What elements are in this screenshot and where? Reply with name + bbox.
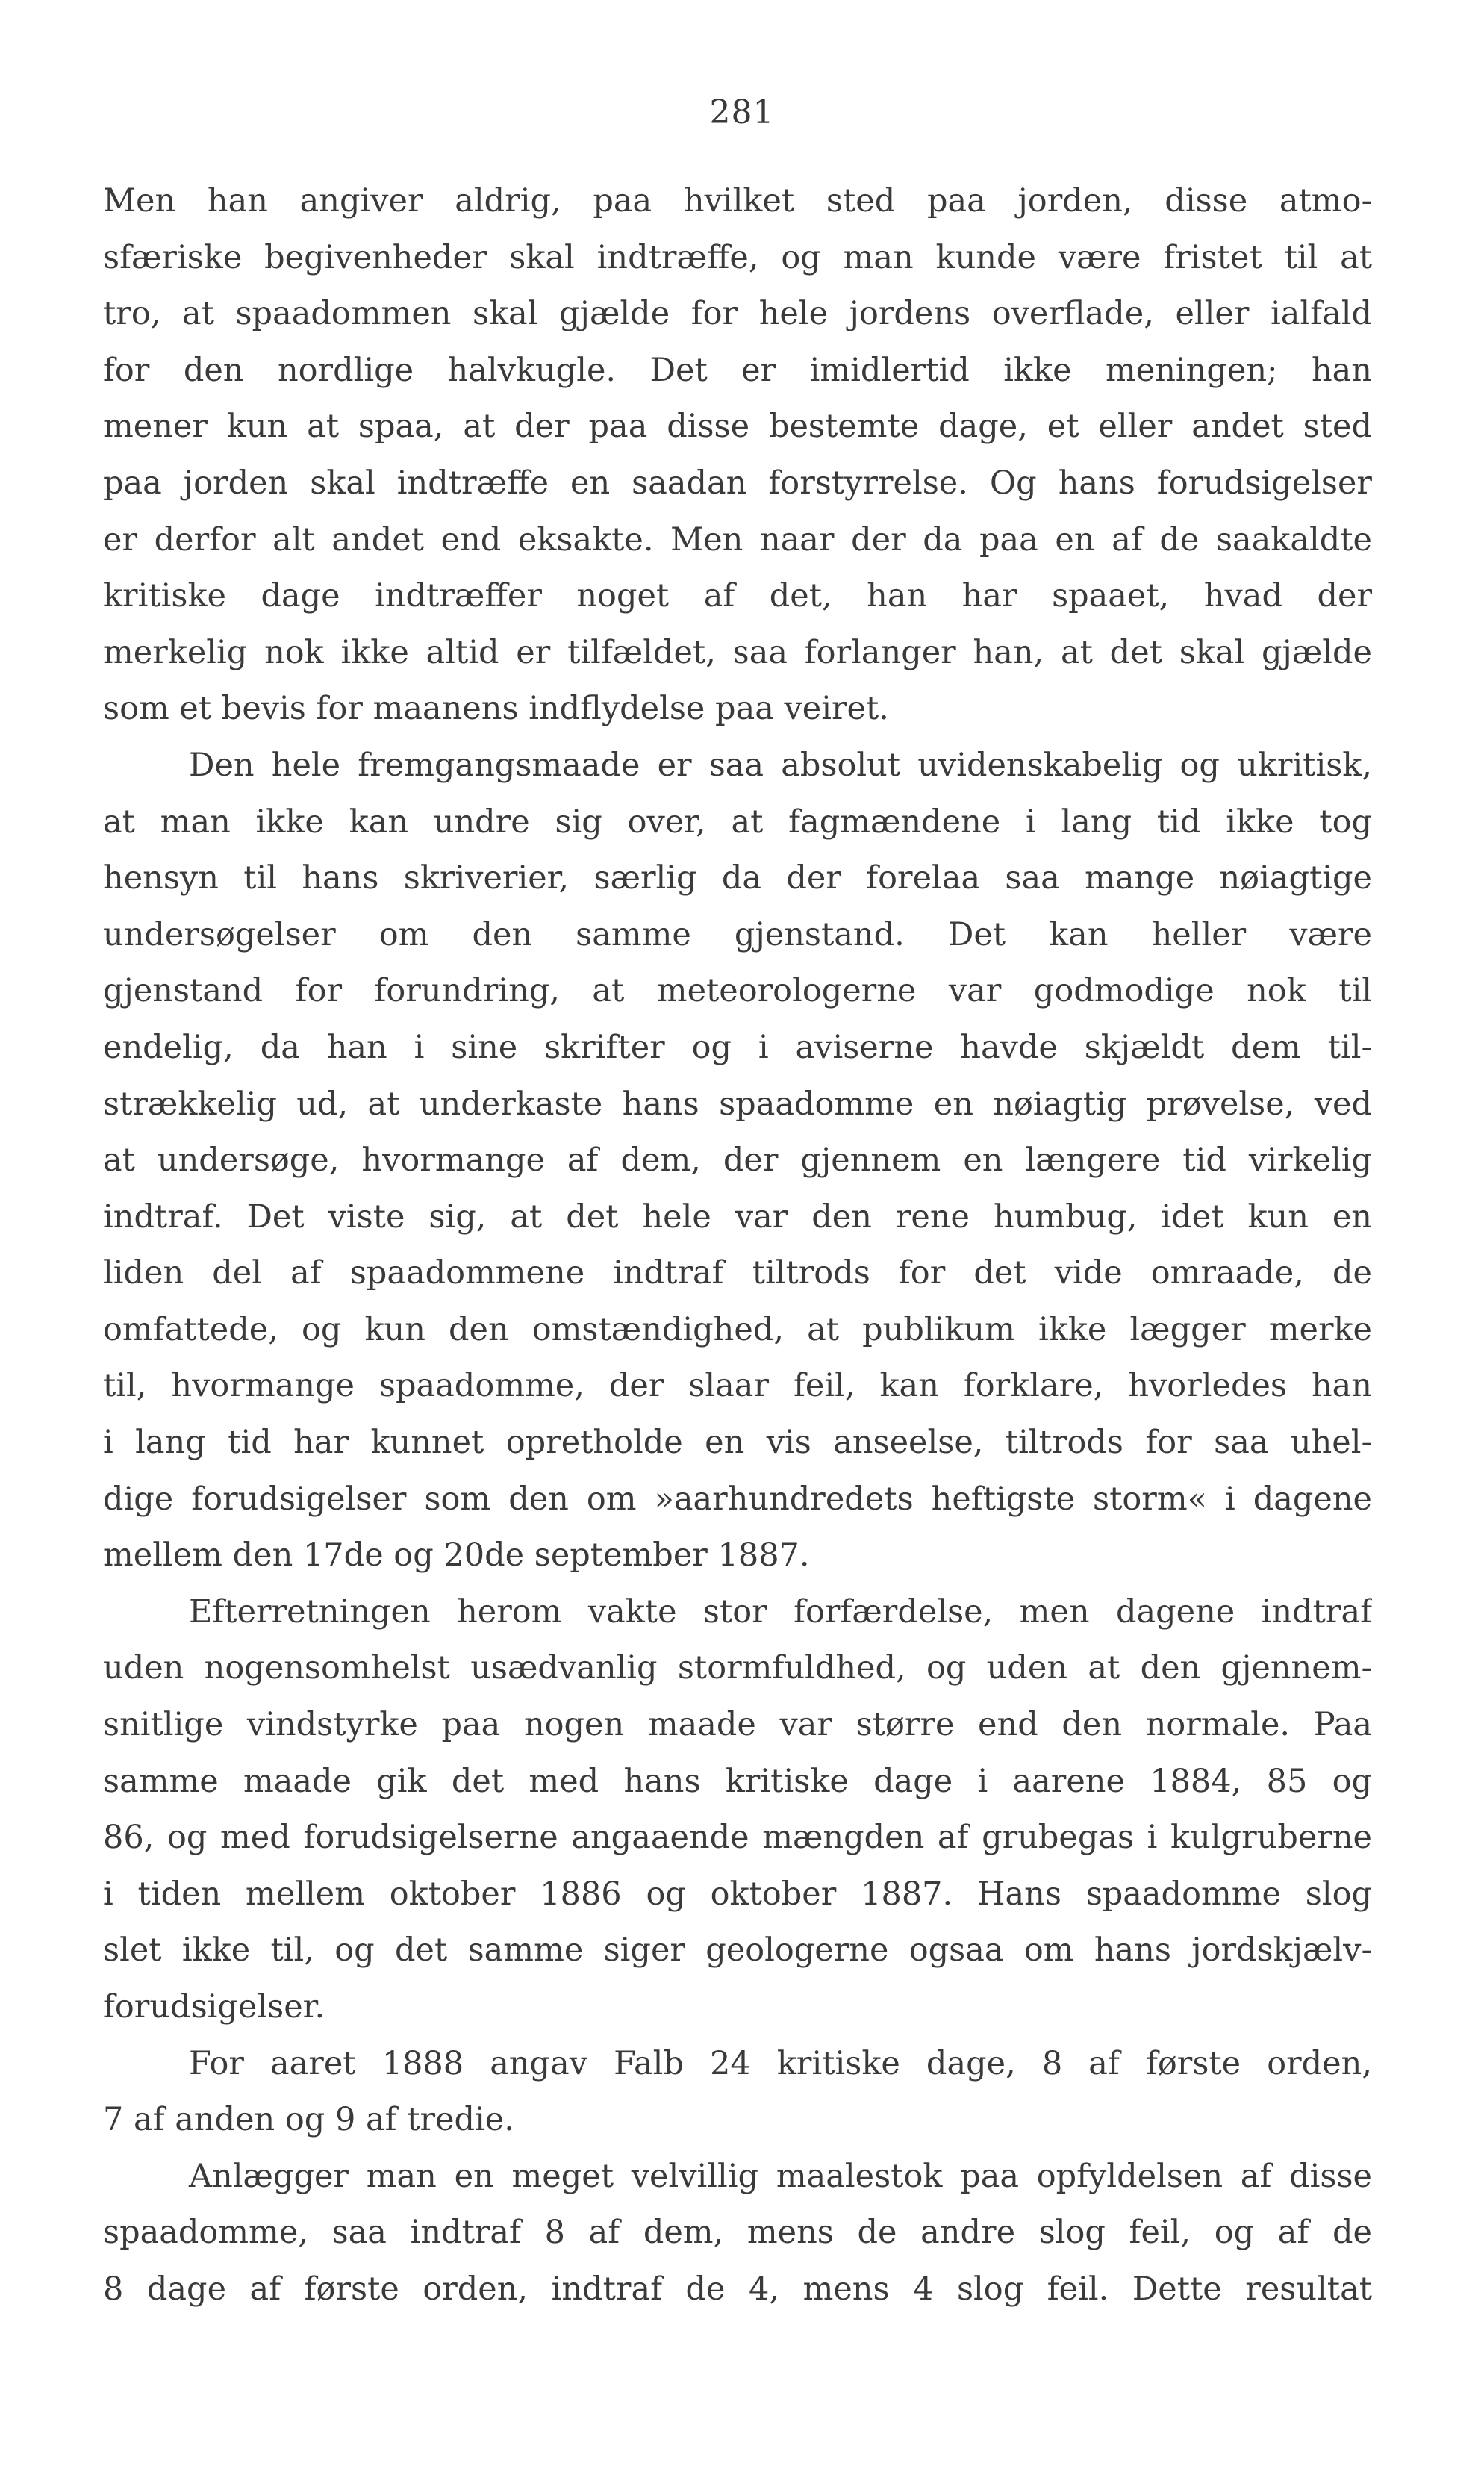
text-line: indtraf. Det viste sig, at det hele var den rene humbug, idet kun en [103,1198,1372,1236]
text-line: samme maade gik det med hans kritiske dage i aarene 1884, 85 og [103,1762,1372,1800]
page-number: 281 [709,93,775,131]
text-line: for den nordlige halvkugle. Det er imidlertid ikke meningen; han [103,351,1372,389]
text-line: dige forudsigelser som den om »aarhundredets heftigste storm« i dagene [103,1480,1372,1518]
text-line: til, hvormange spaadomme, der slaar feil, kan forklare, hvorledes han [103,1367,1372,1405]
text-line: i tiden mellem oktober 1886 og oktober 1887. Hans spaadomme slog [103,1875,1372,1913]
text-line: Den hele fremgangsmaade er saa absolut uvidenskabelig og ukritisk, [189,746,1372,784]
text-line: at undersøge, hvormange af dem, der gjennem en længere tid virkelig [103,1142,1372,1180]
text-line: spaadomme, saa indtraf 8 af dem, mens de andre slog feil, og af de [103,2214,1372,2252]
text-line: uden nogensomhelst usædvanlig stormfuldhed, og uden at den gjennem- [103,1649,1372,1687]
text-line: gjenstand for forundring, at meteorologerne var godmodige nok til [103,972,1372,1010]
text-line: som et bevis for maanens indflydelse paa veiret. [103,690,889,728]
text-line: undersøgelser om den samme gjenstand. Det kan heller være [103,915,1372,953]
paragraph-3 [103,1584,1372,2036]
text-line: Efterretningen herom vakte stor forfærdelse, men dagene indtraf [189,1593,1372,1631]
text-line: strækkelig ud, at underkaste hans spaadomme en nøiagtig prøvelse, ved [103,1085,1372,1123]
text-line: omfattede, og kun den omstændighed, at publikum ikke lægger merke [103,1310,1372,1348]
text-line: endelig, da han i sine skrifter og i aviserne havde skjældt dem til- [103,1028,1372,1066]
text-line: Anlægger man en meget velvillig maalestok paa opfyldelsen af disse [189,2157,1372,2195]
text-line: merkelig nok ikke altid er tilfældet, saa forlanger han, at det skal gjælde [103,633,1372,671]
text-line: 7 af anden og 9 af tredie. [103,2101,514,2139]
text-line: paa jorden skal indtræffe en saadan forstyrrelse. Og hans forudsigelser [103,464,1372,502]
body-text [103,173,1372,2318]
text-line: slet ikke til, og det samme siger geologerne ogsaa om hans jordskjælv- [103,1931,1372,1970]
paragraph-4 [103,2036,1372,2149]
text-line: hensyn til hans skriverier, særlig da der forelaa saa mange nøiagtige [103,859,1372,897]
paragraph-1 [103,173,1372,738]
text-line: tro, at spaadommen skal gjælde for hele jordens overflade, eller ialfald [103,295,1372,333]
text-line: 86, og med forudsigelserne angaaende mængden af grubegas i kulgruberne [103,1819,1372,1857]
text-line: liden del af spaadommene indtraf tiltrods for det vide omraade, de [103,1254,1372,1292]
text-line: forudsigelser. [103,1988,325,2026]
text-line: mener kun at spaa, at der paa disse bestemte dage, et eller andet sted [103,408,1372,446]
text-line: er derfor alt andet end eksakte. Men naar der da paa en af de saakaldte [103,520,1372,558]
text-line: For aaret 1888 angav Falb 24 kritiske dage, 8 af første orden, [189,2044,1372,2082]
text-line: Men han angiver aldrig, paa hvilket sted paa jorden, disse atmo- [103,182,1372,220]
text-line: at man ikke kan undre sig over, at fagmændene i lang tid ikke tog [103,803,1372,841]
text-line: 8 dage af første orden, indtraf de 4, mens 4 slog feil. Dette resultat [103,2270,1372,2308]
text-line: sfæriske begivenheder skal indtræffe, og man kunde være fristet til at [103,238,1372,276]
paragraph-5 [103,2149,1372,2318]
text-line: snitlige vindstyrke paa nogen maade var større end den normale. Paa [103,1706,1372,1744]
text-line: kritiske dage indtræffer noget af det, han har spaaet, hvad der [103,577,1372,615]
text-line: i lang tid har kunnet opretholde en vis anseelse, tiltrods for saa uhel- [103,1424,1372,1462]
text-line: mellem den 17de og 20de september 1887. [103,1537,810,1575]
paragraph-2 [103,738,1372,1584]
